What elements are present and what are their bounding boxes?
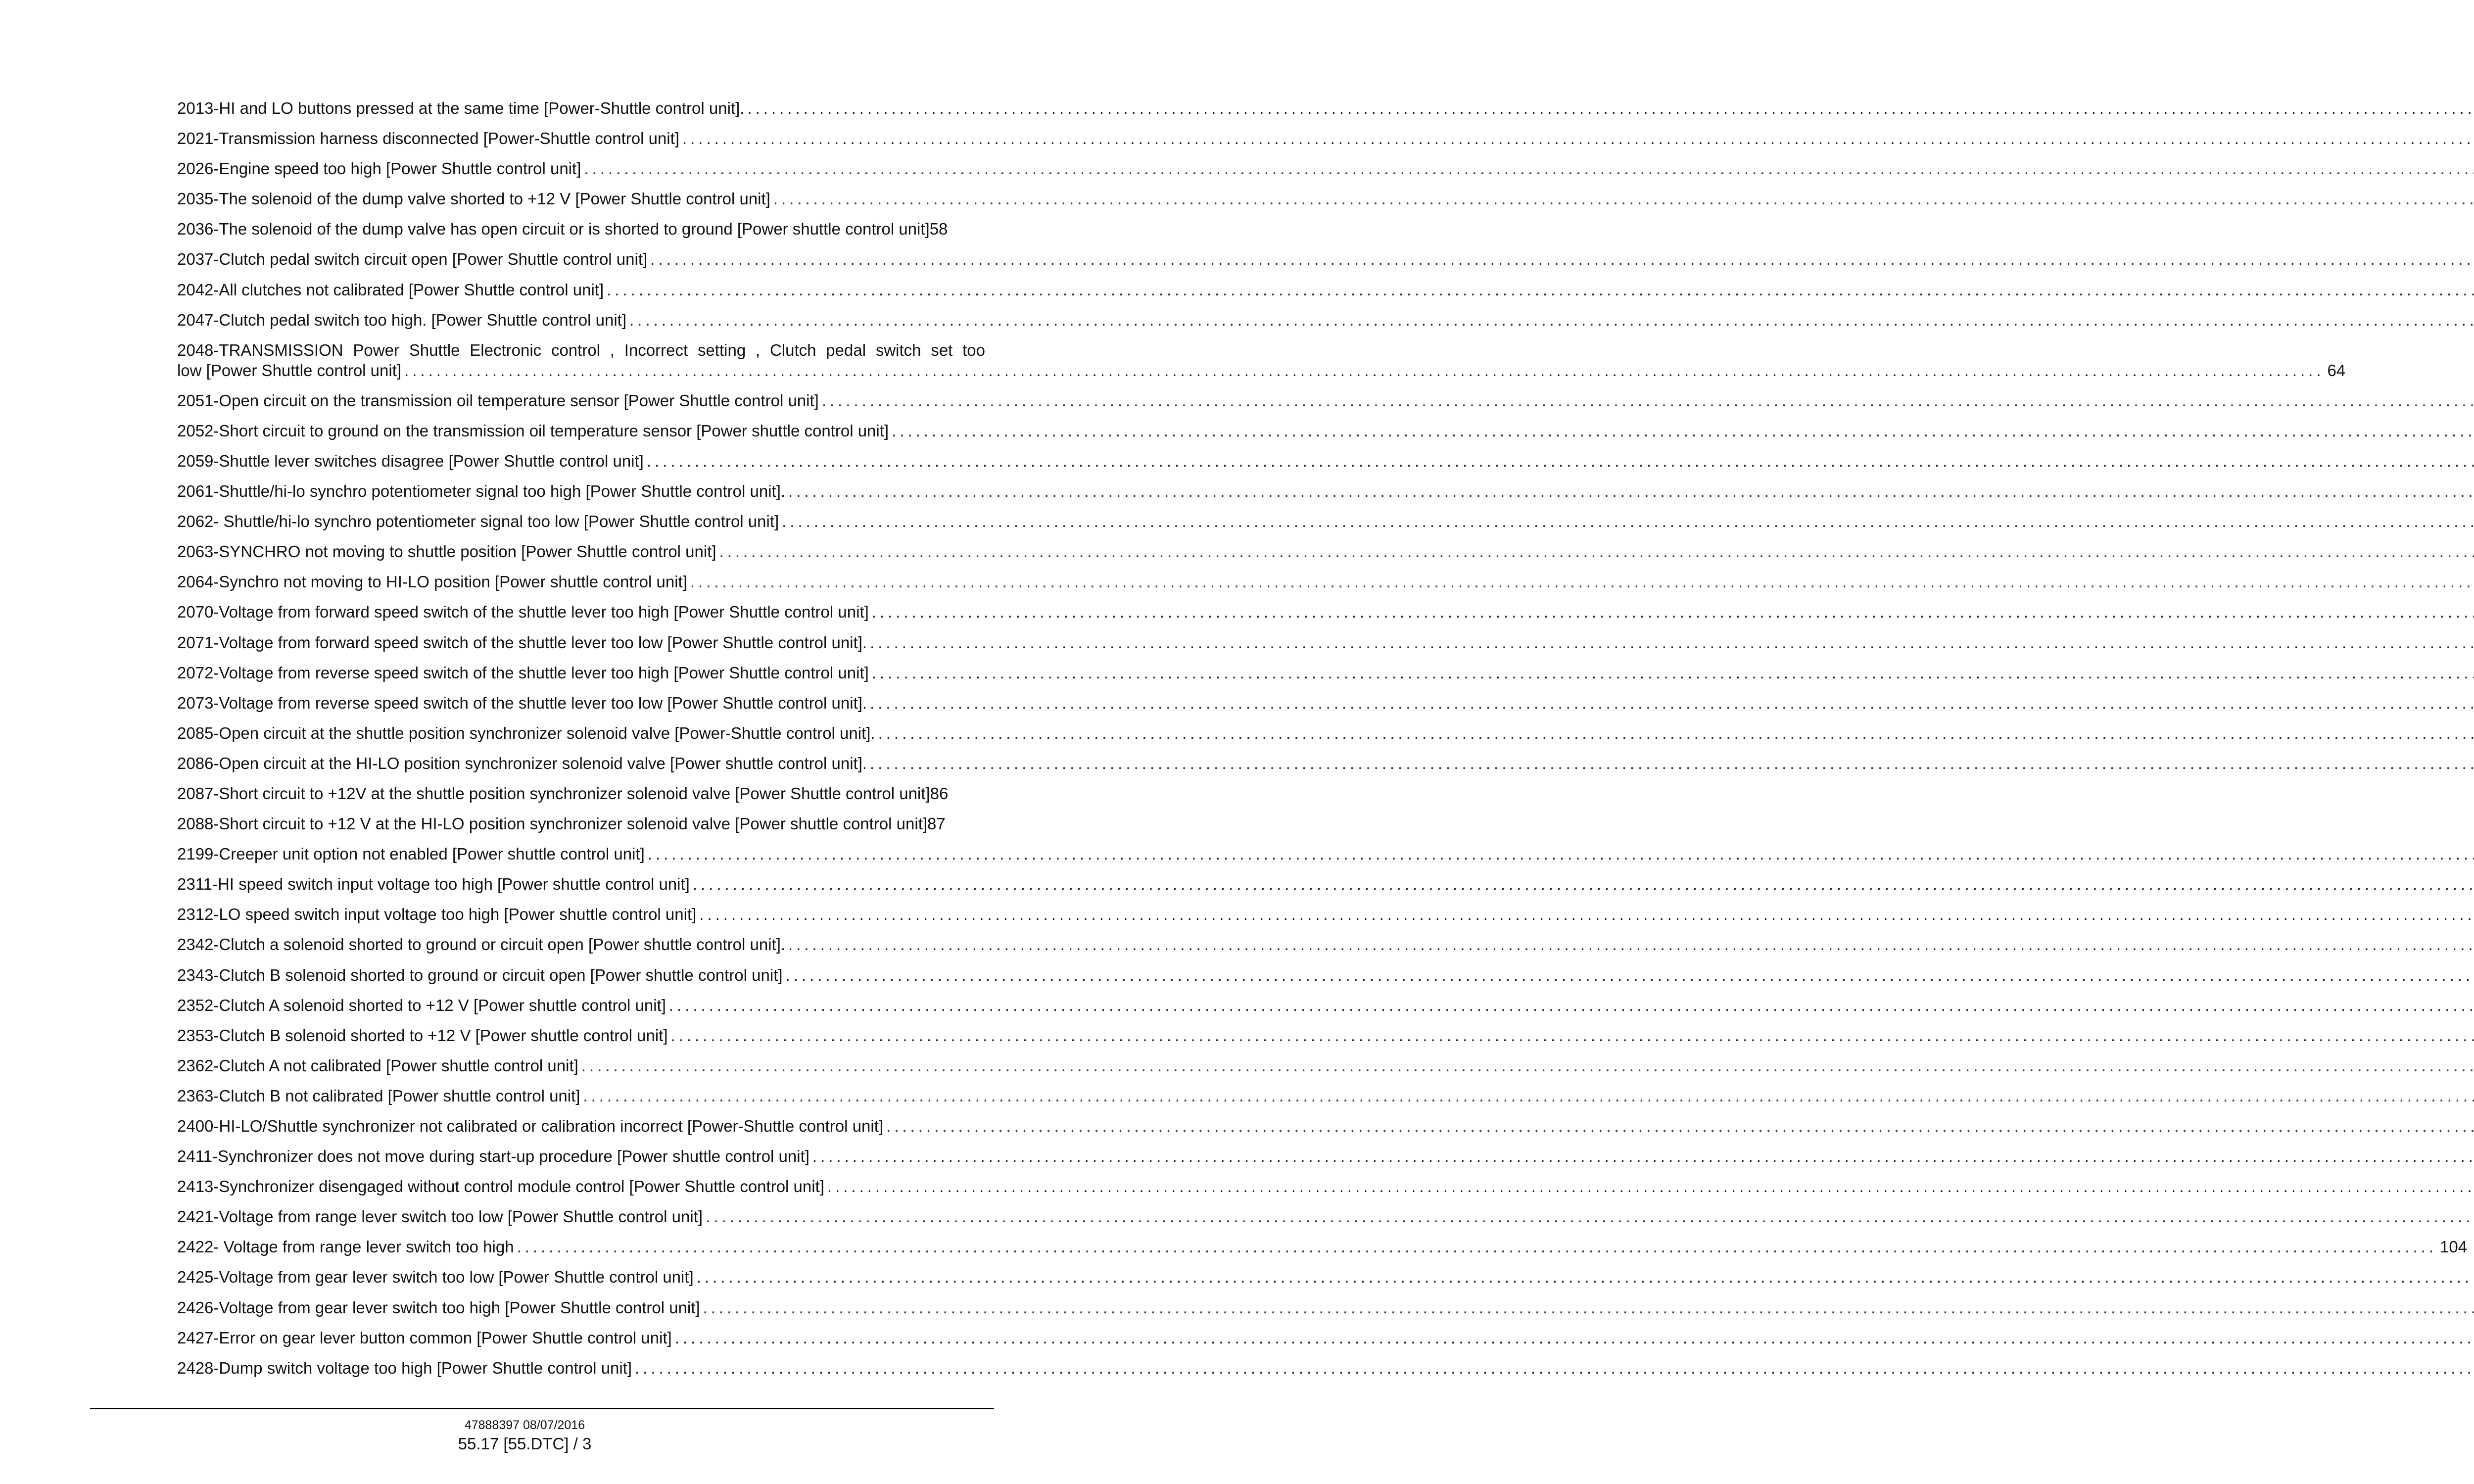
- dot-leader: [719, 541, 2474, 562]
- toc-entry-title: 2051-Open circuit on the transmission oil temperature sensor [Power Shuttle control unit]: [177, 391, 819, 410]
- dot-leader: [786, 965, 2474, 985]
- toc-entry-title: 2427-Error on gear lever button common [Power Shuttle control unit]: [177, 1328, 672, 1347]
- dot-leader: [782, 511, 2474, 531]
- toc-entry-title: 2059-Shuttle lever switches disagree [Power Shuttle control unit]: [177, 451, 644, 470]
- toc-entry[interactable]: [177, 572, 985, 602]
- toc-entry[interactable]: [177, 1206, 985, 1237]
- toc-entry-title: 2064-Synchro not moving to HI-LO position [Power shuttle control unit]: [177, 573, 687, 591]
- toc-entry[interactable]: [177, 219, 985, 249]
- dot-leader: [607, 280, 2474, 300]
- toc-entry-title: 2052-Short circuit to ground on the transmission oil temperature sensor [Power shuttle control unit]: [177, 421, 889, 440]
- dot-leader: [697, 1267, 2474, 1287]
- toc-entry-title: 2042-All clutches not calibrated [Power Shuttle control unit]: [177, 280, 604, 299]
- toc-entry-title: 2073-Voltage from reverse speed switch of the shuttle lever too low [Power Shuttle control unit].: [177, 693, 867, 712]
- toc-entry[interactable]: [177, 541, 985, 572]
- toc-entry-title: 2036-The solenoid of the dump valve has open circuit or is shorted to ground [Power shuttle control unit]58: [177, 220, 948, 239]
- toc-entry-title: 2411-Synchronizer does not move during start-up procedure [Power shuttle control unit]: [177, 1147, 809, 1166]
- toc-entry[interactable]: [177, 158, 985, 189]
- toc-entry-title: 2400-HI-LO/Shuttle synchronizer not calibrated or calibration incorrect [Power-Shuttle control unit]: [177, 1117, 884, 1135]
- dot-leader: [648, 844, 2474, 864]
- toc-entry-title: 2085-Open circuit at the shuttle position synchronizer solenoid valve [Power-Shuttle control unit].: [177, 723, 875, 742]
- toc-entry-title: 2426-Voltage from gear lever switch too high [Power Shuttle control unit]: [177, 1298, 700, 1317]
- footer-document-id: 47888397 08/07/2016: [464, 1418, 585, 1432]
- toc-entry[interactable]: [177, 632, 985, 663]
- toc-entry[interactable]: [177, 1086, 985, 1116]
- dot-leader: [812, 1146, 2474, 1166]
- toc-entry[interactable]: [177, 249, 985, 279]
- toc-entry-title: 2037-Clutch pedal switch circuit open [Power Shuttle control unit]: [177, 250, 648, 269]
- toc-entry-title: 2062- Shuttle/hi-lo synchro potentiometer signal too low [Power Shuttle control unit]: [177, 512, 779, 531]
- toc-entry[interactable]: [177, 1055, 985, 1086]
- toc-entry[interactable]: [177, 1328, 985, 1358]
- footer-page-reference: 55.17 [55.DTC] / 3: [458, 1435, 592, 1453]
- toc-entry[interactable]: [177, 98, 985, 128]
- dot-leader: [583, 1086, 2474, 1106]
- dot-leader: [671, 1025, 2474, 1046]
- toc-entry-title: 2343-Clutch B solenoid shorted to ground or circuit open [Power shuttle control unit]: [177, 965, 783, 984]
- toc-entry[interactable]: [177, 451, 985, 481]
- toc-entry[interactable]: [177, 1025, 985, 1055]
- dot-leader: [892, 421, 2474, 441]
- dot-leader: [690, 572, 2474, 592]
- toc-entry-title: 2070-Voltage from forward speed switch of the shuttle lever too high [Power Shuttle control unit]: [177, 603, 869, 622]
- dot-leader: [788, 934, 2474, 955]
- toc-entry[interactable]: [177, 814, 985, 844]
- table-of-contents: [177, 98, 2468, 1388]
- toc-entry-title: 2086-Open circuit at the HI-LO position synchronizer solenoid valve [Power shuttle control unit].: [177, 754, 867, 772]
- dot-leader: [650, 249, 2474, 269]
- toc-entry-title: 2088-Short circuit to +12 V at the HI-LO position synchronizer solenoid valve [Power shuttle control unit]87: [177, 814, 946, 833]
- toc-entry[interactable]: [177, 723, 985, 753]
- toc-entry[interactable]: [177, 602, 985, 632]
- dot-leader: [827, 1176, 2474, 1197]
- toc-entry-title: 2342-Clutch a solenoid shorted to ground or circuit open [Power shuttle control unit].: [177, 935, 786, 954]
- toc-entry-title: 2026-Engine speed too high [Power Shuttle control unit]: [177, 159, 581, 178]
- dot-leader: [773, 189, 2474, 209]
- toc-entry-page-number: 104: [2440, 1238, 2468, 1256]
- toc-entry[interactable]: [177, 904, 985, 934]
- dot-leader: [675, 1328, 2474, 1348]
- toc-entry[interactable]: [177, 511, 985, 541]
- dot-leader: [581, 1055, 2474, 1076]
- dot-leader: [788, 481, 2474, 501]
- dot-leader: [870, 753, 2474, 773]
- toc-entry[interactable]: [177, 421, 985, 451]
- toc-entry[interactable]: [177, 995, 985, 1025]
- toc-entry[interactable]: [177, 1297, 985, 1328]
- dot-leader: [629, 310, 2474, 330]
- toc-entry-title: 2061-Shuttle/hi-lo synchro potentiometer signal too high [Power Shuttle control unit].: [177, 482, 786, 501]
- footer-rule: [90, 1408, 994, 1409]
- toc-entry[interactable]: [177, 1116, 985, 1146]
- toc-entry-title: 2413-Synchronizer disengaged without control module control [Power Shuttle control unit]: [177, 1177, 824, 1196]
- dot-leader: [870, 632, 2474, 653]
- toc-entry[interactable]: [177, 1146, 985, 1176]
- toc-entry-title: 2312-LO speed switch input voltage too high [Power shuttle control unit]: [177, 905, 697, 924]
- toc-entry-title: 2199-Creeper unit option not enabled [Power shuttle control unit]: [177, 845, 645, 863]
- toc-entry-page-number: 64: [2327, 361, 2346, 380]
- dot-leader: [404, 360, 2324, 381]
- toc-entry[interactable]: [177, 844, 985, 874]
- toc-entry[interactable]: [177, 340, 2346, 390]
- dot-leader: [872, 602, 2474, 622]
- toc-entry[interactable]: [177, 128, 985, 158]
- toc-entry[interactable]: [177, 965, 985, 995]
- toc-entry[interactable]: [177, 934, 985, 964]
- toc-entry-title: 2363-Clutch B not calibrated [Power shuttle control unit]: [177, 1086, 580, 1105]
- toc-entry-title: 2021-Transmission harness disconnected [Power-Shuttle control unit]: [177, 129, 679, 148]
- toc-entry-title: 2352-Clutch A solenoid shorted to +12 V [Power shuttle control unit]: [177, 996, 666, 1014]
- toc-entry[interactable]: [177, 693, 985, 723]
- toc-entry-title: 2013-HI and LO buttons pressed at the same time [Power-Shuttle control unit].: [177, 99, 745, 117]
- toc-entry[interactable]: [177, 280, 985, 310]
- dot-leader: [747, 98, 2474, 118]
- toc-entry-title-line1: 2048-TRANSMISSION Power Shuttle Electronic control , Incorrect setting , Clutch pedal switch set too: [177, 340, 985, 359]
- dot-leader: [699, 904, 2474, 924]
- dot-leader: [870, 693, 2474, 713]
- dot-leader: [703, 1297, 2474, 1318]
- toc-entry-title: 2425-Voltage from gear lever switch too low [Power Shuttle control unit]: [177, 1268, 694, 1287]
- toc-entry[interactable]: [177, 663, 985, 693]
- dot-leader: [872, 663, 2474, 683]
- dot-leader: [669, 995, 2474, 1015]
- toc-entry[interactable]: [177, 783, 985, 814]
- dot-leader: [706, 1206, 2474, 1227]
- toc-entry[interactable]: [177, 481, 985, 511]
- dot-leader: [886, 1116, 2474, 1136]
- toc-entry-title: 2362-Clutch A not calibrated [Power shuttle control unit]: [177, 1056, 578, 1075]
- toc-entry[interactable]: [177, 874, 985, 904]
- toc-entry-title: 2421-Voltage from range lever switch too low [Power Shuttle control unit]: [177, 1207, 703, 1226]
- toc-entry-title: 2422- Voltage from range lever switch too high: [177, 1238, 514, 1256]
- dot-leader: [635, 1358, 2474, 1378]
- toc-entry-title: 2071-Voltage from forward speed switch of the shuttle lever too low [Power Shuttle control unit].: [177, 633, 867, 652]
- dot-leader: [647, 451, 2474, 471]
- toc-entry-title: 2035-The solenoid of the dump valve shorted to +12 V [Power Shuttle control unit]: [177, 190, 770, 208]
- toc-entry-title: low [Power Shuttle control unit]: [177, 361, 402, 380]
- toc-entry-title: 2428-Dump switch voltage too high [Power Shuttle control unit]: [177, 1358, 632, 1377]
- toc-entry-title: 2072-Voltage from reverse speed switch of the shuttle lever too high [Power Shuttle control unit]: [177, 663, 869, 682]
- toc-entry[interactable]: [177, 310, 985, 340]
- toc-entry[interactable]: [177, 1237, 2468, 1267]
- toc-entry[interactable]: [177, 390, 985, 421]
- dot-leader: [517, 1237, 2437, 1257]
- toc-entry[interactable]: [177, 189, 985, 219]
- dot-leader: [682, 128, 2474, 148]
- toc-entry-title: 2311-HI speed switch input voltage too high [Power shuttle control unit]: [177, 875, 690, 894]
- toc-entry[interactable]: [177, 1267, 985, 1297]
- toc-entry-title: 2063-SYNCHRO not moving to shuttle position [Power Shuttle control unit]: [177, 542, 716, 561]
- dot-leader: [584, 158, 2474, 179]
- toc-entry[interactable]: [177, 1176, 985, 1206]
- toc-entry[interactable]: [177, 1358, 985, 1388]
- toc-entry-title: 2353-Clutch B solenoid shorted to +12 V [Power shuttle control unit]: [177, 1026, 668, 1045]
- toc-entry[interactable]: [177, 753, 985, 783]
- dot-leader: [693, 874, 2474, 894]
- toc-entry-title: 2047-Clutch pedal switch too high. [Power Shuttle control unit]: [177, 310, 627, 329]
- toc-entry-title: 2087-Short circuit to +12V at the shuttle position synchronizer solenoid valve [Power Shuttle control unit]86: [177, 784, 949, 803]
- dot-leader: [822, 390, 2474, 411]
- dot-leader: [878, 723, 2474, 743]
